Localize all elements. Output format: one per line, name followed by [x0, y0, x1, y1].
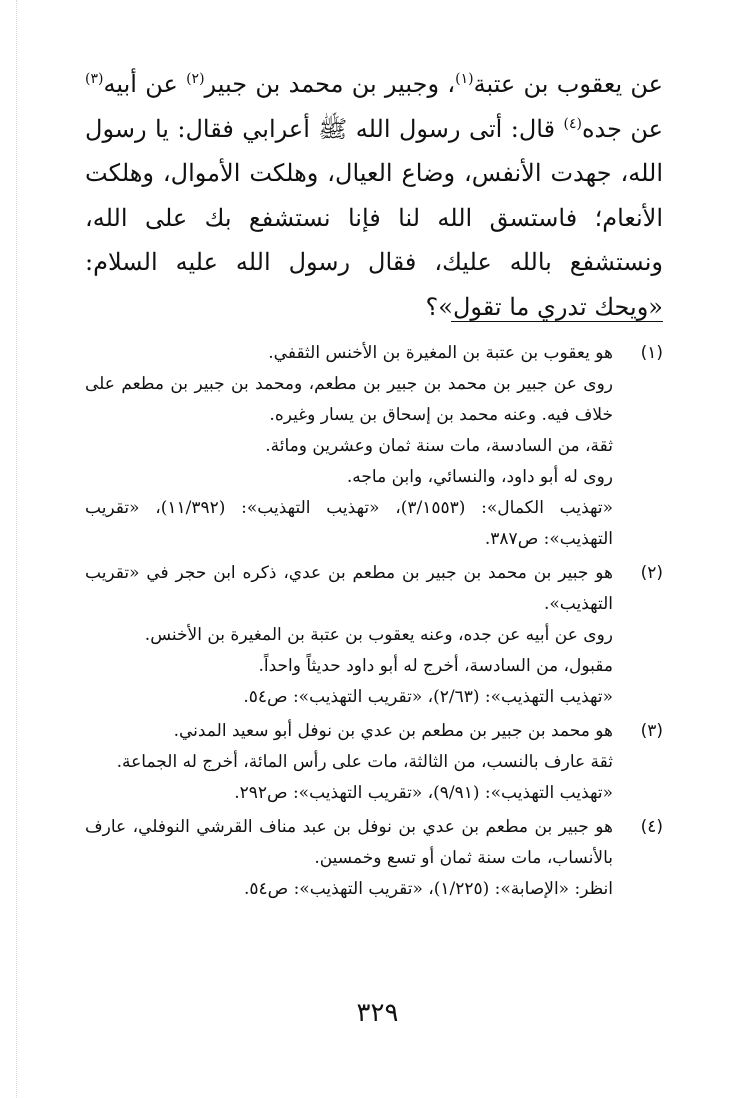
main-text-segment: ، وجبير بن محمد بن جبير — [204, 70, 456, 98]
footnote-line: ثقة عارف بالنسب، من الثالثة، مات على رأس المائة، أخرج له الجماعة. — [116, 752, 613, 772]
footnote-ref[interactable]: (٣) — [85, 71, 104, 87]
footnote-ref[interactable]: (٢) — [186, 71, 205, 87]
footnote-2 — [85, 558, 663, 713]
footnote-line: روى له أبو داود، والنسائي، وابن ماجه. — [346, 467, 613, 487]
page-number: ٣٢٩ — [356, 998, 399, 1028]
main-text-segment: عن جده — [581, 114, 663, 143]
main-text-segment: عن أبيه — [103, 70, 187, 98]
footnote-line: «تهذيب التهذيب»: (٩/٩١)، «تقريب التهذيب»: ص٢٩٢. — [234, 783, 613, 803]
footnote-line: هو جبير بن مطعم بن عدي بن نوفل بن عبد مناف القرشي النوفلي، عارف بالأنساب، مات سنة ثمان أو تسع وخمسين. — [85, 817, 613, 868]
footnotes — [85, 338, 663, 908]
main-text-segment: قال: أتى رسول الله ﷺ أعرابي فقال: يا رسول الله، جهدت الأنفس، وضاع العيال، وهلكت الأموال، وهلكت الأنعام؛ فاستسق الله لنا فإنا نستشفع بك على الله، ونستشفع بالله عليك، فقال رسول الله عليه السلام: «ويحك تدري ما تقول»؟ — [85, 114, 663, 321]
footnote-line: مقبول، من السادسة، أخرج له أبو داود حديثاً واحداً. — [258, 656, 613, 676]
footnote-line: روى عن أبيه عن جده، وعنه يعقوب بن عتبة بن المغيرة بن الأخنس. — [144, 625, 613, 645]
footnote-3 — [85, 716, 663, 809]
footnote-number: (١) — [640, 343, 663, 363]
footnote-line: «تهذيب الكمال»: (٣/١٥٥٣)، «تهذيب التهذيب»: (١١/٣٩٢)، «تقريب التهذيب»: ص٣٨٧. — [85, 498, 613, 549]
footnote-separator — [451, 321, 663, 322]
footnote-line: ثقة، من السادسة، مات سنة ثمان وعشرين ومائة. — [265, 436, 613, 456]
footnote-number: (٣) — [640, 721, 663, 741]
footnote-ref[interactable]: (٤) — [563, 115, 582, 132]
footnote-line: هو جبير بن محمد بن جبير بن مطعم بن عدي، ذكره ابن حجر في «تقريب التهذيب». — [85, 563, 613, 614]
footnote-number: (٢) — [640, 563, 663, 583]
scan-edge-line — [16, 0, 17, 1098]
main-text-segment: عن يعقوب بن عتبة — [473, 70, 664, 98]
footnote-line: هو محمد بن جبير بن مطعم بن عدي بن نوفل أبو سعيد المدني. — [173, 721, 613, 741]
footnote-number: (٤) — [640, 817, 663, 837]
main-text — [85, 62, 663, 329]
footnote-line: روى عن جبير بن محمد بن جبير بن مطعم، ومحمد بن جبير بن مطعم على خلاف فيه. وعنه محمد بن إسحاق بن يسار وغيره. — [85, 374, 613, 425]
footnote-ref[interactable]: (١) — [455, 71, 474, 87]
footnote-line: انظر: «الإصابة»: (١/٢٢٥)، «تقريب التهذيب»: ص٥٤. — [243, 879, 613, 899]
footnote-1 — [85, 338, 663, 555]
footnote-4 — [85, 812, 663, 905]
footnote-line: هو يعقوب بن عتبة بن المغيرة بن الأخنس الثقفي. — [268, 343, 613, 363]
footnote-line: «تهذيب التهذيب»: (٢/٦٣)، «تقريب التهذيب»: ص٥٤. — [243, 687, 613, 707]
